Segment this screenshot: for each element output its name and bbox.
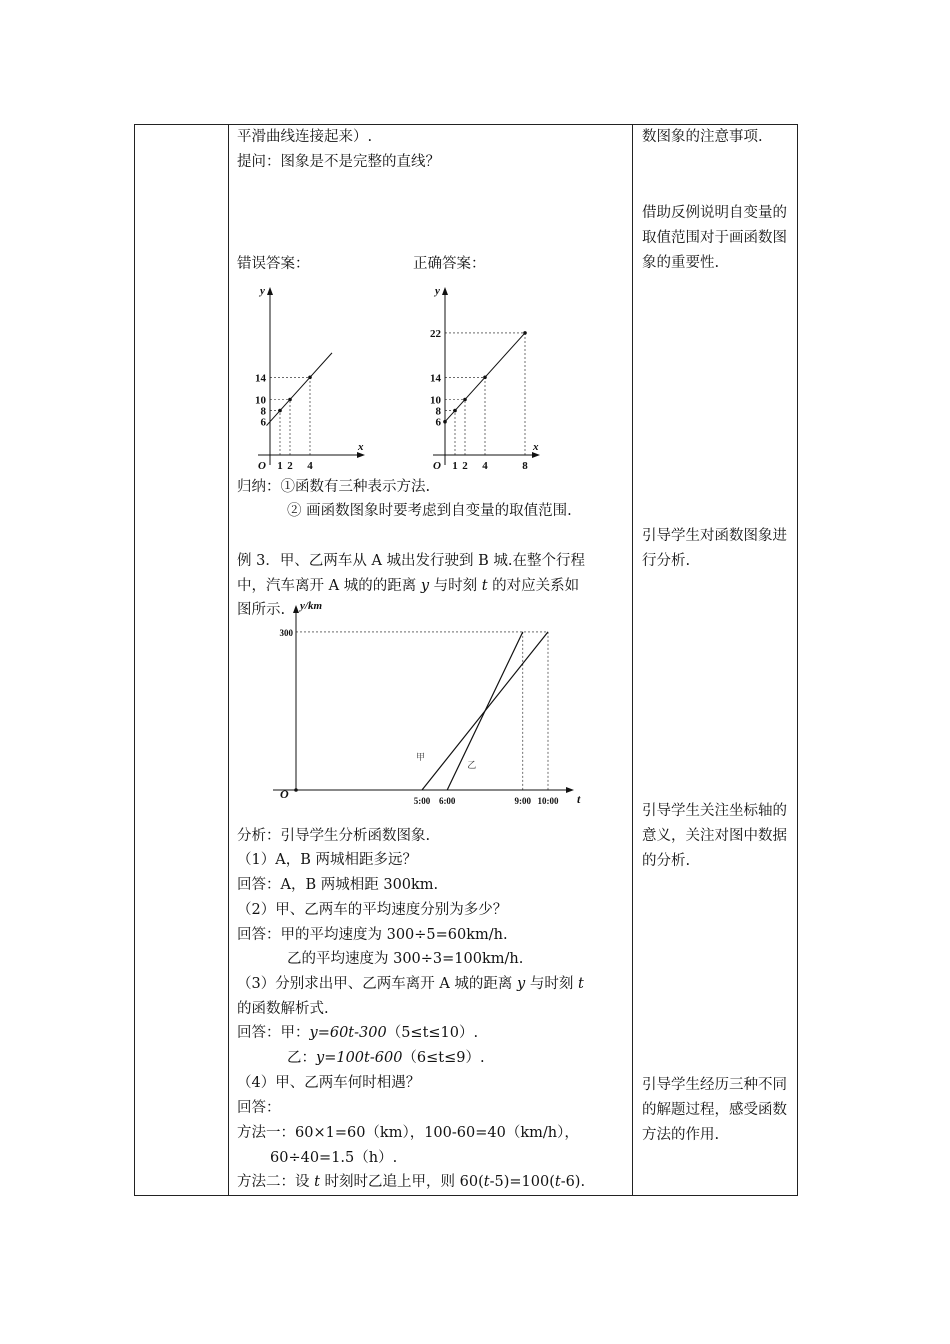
var-t: t: [314, 1174, 320, 1190]
correct-answer-graph: [425, 280, 555, 475]
x-tick-label: 9:00: [514, 796, 532, 806]
text-span: 中，汽车离开 A 城的的距离: [237, 578, 421, 594]
origin-label: O: [258, 460, 266, 472]
series-label: 甲: [416, 752, 426, 762]
series-line: [447, 632, 523, 790]
summary-line-1: 归纳：①函数有三种表示方法.: [237, 479, 431, 495]
question-4: （4）甲、乙两车何时相遇？: [237, 1075, 421, 1091]
example3-line-1: 例 3．甲、乙两车从 A 城出发行驶到 B 城.在整个行程: [237, 553, 586, 569]
text-span: -6).: [560, 1174, 586, 1190]
example3-line-3: 图所示.: [237, 602, 286, 618]
question-2: （2）甲、乙两车的平均速度分别为多少？: [237, 902, 508, 918]
text-span: （5≤t≤10）.: [386, 1025, 479, 1041]
data-point: [288, 398, 292, 402]
var-y: y: [420, 578, 430, 594]
note-1: 数图象的注意事项.: [642, 129, 763, 145]
y-tick-label: 14: [430, 372, 441, 385]
var-t: t: [481, 578, 488, 594]
note-3: 引导学生对函数图象进行分析.: [642, 528, 787, 569]
note-5: 引导学生经历三种不同的解题过程，感受函数方法的作用.: [642, 1077, 787, 1143]
question-1: （1）A，B 两城相距多远？: [237, 852, 417, 868]
y-tick-label: 6: [435, 416, 441, 429]
note-4: 引导学生关注坐标轴的意义，关注对图中数据的分析.: [642, 803, 787, 869]
data-point: [463, 398, 467, 402]
column-divider-2: [632, 125, 633, 1195]
x-tick-label: 4: [307, 460, 313, 472]
y-axis-label: y/km: [300, 600, 322, 612]
y-axis-arrow: [442, 287, 448, 295]
text-span: （3）分别求出甲、乙两车离开 A 城的距离: [237, 976, 518, 992]
text-span: 的对应关系如: [487, 578, 580, 594]
text-span: 方法二：设: [237, 1174, 315, 1190]
x-tick-label: 6:00: [438, 796, 456, 806]
answer-3a: [237, 1021, 478, 1046]
origin-label: O: [280, 787, 289, 801]
text-line: 平滑曲线连接起来）.: [237, 129, 373, 145]
y-tick-label: 6: [260, 416, 266, 429]
x-tick-label: 1: [452, 460, 458, 472]
question-3: [237, 972, 584, 997]
x-tick-label: 8: [522, 460, 528, 472]
x-axis-label: x: [358, 441, 364, 453]
y-tick-label: 8: [260, 405, 266, 418]
var-y: y: [517, 976, 526, 992]
y-axis-label: y: [260, 285, 265, 297]
data-point: [443, 420, 447, 424]
series-label: 乙: [467, 760, 477, 770]
formula: y=60t-300: [309, 1025, 387, 1041]
summary-line-2: ② 画函数图象时要考虑到自变量的取值范围.: [287, 503, 572, 519]
y-tick-label: 300: [279, 627, 293, 638]
right-answer-label: 正确答案：: [413, 256, 486, 272]
method-2: [237, 1170, 585, 1195]
var-t: t: [554, 1174, 561, 1190]
y-tick-label: 8: [435, 405, 441, 418]
wrong-answer-label: 错误答案：: [237, 256, 310, 272]
origin-label: O: [433, 460, 441, 472]
data-point: [453, 409, 457, 413]
x-tick-label: 1: [277, 460, 283, 472]
answer-3b: [287, 1046, 485, 1071]
y-tick-label: 10: [255, 394, 266, 407]
x-tick-label: 2: [287, 460, 293, 472]
function-line: [267, 353, 333, 426]
y-axis-arrow: [267, 287, 273, 295]
text-span: 与时刻: [429, 578, 482, 594]
distance-time-graph: [265, 596, 595, 814]
x-axis-label: x: [533, 441, 539, 453]
text-span: 时刻时乙追上甲，则 60(: [319, 1174, 484, 1190]
text-span: 乙：: [287, 1050, 316, 1066]
note-2: 借助反例说明自变量的取值范围对于画函数图象的重要性.: [642, 205, 787, 271]
data-point: [308, 376, 312, 380]
x-tick-label: 4: [482, 460, 488, 472]
text-span: 与时刻: [525, 976, 578, 992]
y-tick-label: 22: [430, 327, 441, 340]
data-point: [483, 376, 487, 380]
data-point: [523, 331, 527, 335]
answer-1: 回答：A，B 两城相距 300km.: [237, 877, 439, 893]
var-t: t: [483, 1174, 490, 1190]
y-axis-arrow: [293, 605, 299, 613]
text-span: -5)=100(: [489, 1174, 555, 1190]
question-text: 提问：图象是不是完整的直线？: [237, 154, 440, 170]
x-axis-label: t: [577, 792, 581, 806]
method-1a: 方法一：60×1=60（km），100-60=40（km/h），: [237, 1125, 579, 1141]
y-tick-label: 10: [430, 394, 441, 407]
text-span: 回答：甲：: [237, 1025, 310, 1041]
answer-2a: 回答：甲的平均速度为 300÷5=60km/h.: [237, 927, 508, 943]
answer-2b: 乙的平均速度为 300÷3=100km/h.: [287, 951, 524, 967]
origin-point: [294, 788, 298, 792]
text-span: （6≤t≤9）.: [402, 1050, 485, 1066]
question-3-cont: 的函数解析式.: [237, 1001, 329, 1017]
data-point: [278, 409, 282, 413]
y-axis-label: y: [435, 285, 440, 297]
wrong-answer-graph: [250, 280, 380, 475]
x-tick-label: 10:00: [537, 796, 559, 806]
analysis-text: 分析：引导学生分析函数图象.: [237, 828, 431, 844]
y-tick-label: 14: [255, 372, 266, 385]
formula: y=100t-600: [316, 1050, 403, 1066]
x-tick-label: 2: [462, 460, 468, 472]
var-t: t: [577, 976, 584, 992]
x-axis-arrow: [566, 787, 574, 793]
x-tick-label: 5:00: [413, 796, 431, 806]
method-1b: 60÷40=1.5（h）.: [270, 1150, 398, 1166]
column-divider-1: [228, 125, 229, 1195]
answer-4: 回答：: [237, 1100, 281, 1116]
